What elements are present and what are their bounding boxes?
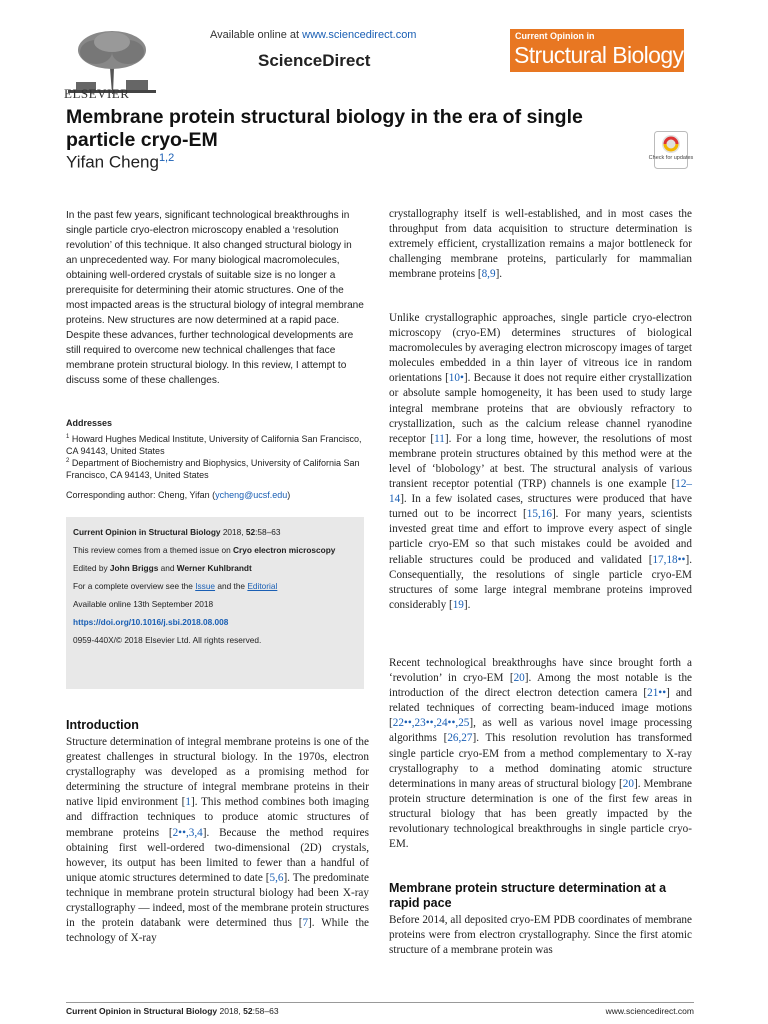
ref-link[interactable]: 12–14 — [389, 478, 692, 506]
sciencedirect-link[interactable]: www.sciencedirect.com — [302, 29, 417, 41]
address-2-num: 2 — [66, 458, 70, 464]
p3-text-c: ] and related techniques of correcting beam-induced image motions [ — [389, 687, 692, 730]
addresses-heading: Addresses — [66, 418, 113, 428]
editorial-link[interactable]: Editorial — [247, 581, 278, 591]
available-online-line — [210, 29, 470, 41]
address-2 — [66, 455, 366, 482]
ref-link[interactable]: 19 — [452, 598, 464, 611]
p3-text-b: ]. Among the most notable is the introduction of the direct electron detection camera [ — [389, 672, 693, 700]
ref-link[interactable]: 1 — [185, 796, 191, 809]
corresponding-end: ) — [287, 490, 291, 500]
info-theme-name: Cryo electron microscopy — [233, 545, 336, 555]
abstract: In the past few years, significant technological breakthroughs in single particle cryo-electron microscopy enabled a ‘resolution revolution’ of this technique. It also changed structural biology in an unprecedented way. For many biological macromolecules, obtaining well-ordered crystals of suitable size is no longer a prerequisite for determining their atomic structures. One of the most impacted areas is the structural biology of integral membrane proteins. New structures are now determined at a rapid pace. Despite these advances, further technological developments are still required to overcome new technical challenges that face membrane protein structural biology. In this review, I attempt to discuss some of these challenges. — [66, 210, 364, 386]
ref-link[interactable]: 11 — [434, 432, 445, 445]
p2-text-e: ]. For many years, scientists invested great time and effort to improve every aspect of single particle cryo-EM so that such mistakes could be avoided and reliable structures could be produced and validated [ — [389, 508, 692, 566]
p2-text-c: ]. For a long time, however, the resolutions of most membrane protein structures obtained by this method were at the level of ‘blobology’ at best. The structural analysis of various transient receptor potential (TRP) channels is one example [ — [389, 432, 692, 491]
p2-text-a: Unlike crystallographic approaches, single particle cryo-electron microscopy (cryo-EM) determines structures of biological macromolecules by averaging electron microscopy images of target molecules embedded in a thin layer of vitreous ice in random orientations [ — [389, 312, 692, 385]
introduction-paragraph — [66, 735, 369, 946]
p2-text-b: ]. Because it does not require either crystallization or absolute sample homogeneity, it has been used to study large integral membrane proteins that are obviously refractory to crystallization, such as the calcium release channel ryanodine receptor [ — [389, 372, 692, 445]
footer-divider — [66, 1002, 694, 1003]
ref-link[interactable]: 22••,23••,24••,25 — [392, 717, 470, 730]
p1-text-a: crystallography itself is well-established, and in most cases the throughput from data acquisition to structure determination is extremely efficient, crystallization remains a major bottleneck for challenging membrane proteins, particularly for mammalian membrane proteins [ — [389, 208, 692, 281]
info-journal: Current Opinion in Structural Biology — [73, 527, 221, 537]
ref-link[interactable]: 26,27 — [447, 732, 473, 745]
sciencedirect-wordmark: ScienceDirect — [258, 51, 371, 70]
corresponding-author — [66, 490, 366, 500]
info-doi — [73, 617, 361, 627]
check-for-updates-icon[interactable] — [654, 131, 688, 169]
info-citation — [73, 527, 361, 537]
journal-banner-small: Current Opinion in — [515, 31, 595, 41]
info-copyright: 0959-440X/© 2018 Elsevier Ltd. All rights reserved. — [73, 635, 262, 645]
section-heading-rapid-pace: Membrane protein structure determination at a rapid pace — [389, 881, 667, 910]
ref-link[interactable]: 20 — [622, 777, 634, 790]
ref-link[interactable]: 8,9 — [481, 268, 496, 281]
info-and: and — [158, 563, 177, 573]
address-1 — [66, 431, 366, 458]
p3-text-e: ]. This resolution revolution has transformed single particle cryo-EM from a method complementary to X-ray crystallography to a method dominating atomic structure determinations in many areas of structural biology [ — [389, 732, 692, 790]
ref-link[interactable]: 17,18•• — [652, 553, 686, 566]
ref-link[interactable]: 10• — [448, 372, 464, 385]
author-email-link[interactable]: ycheng@ucsf.edu — [215, 490, 288, 500]
p2-text-f: ]. Consequentially, the resolutions of single particle cryo-EM structures of some large integral membrane proteins improved considerably [ — [389, 553, 692, 611]
footer-citation — [66, 1006, 279, 1016]
footer-pages: :58–63 — [252, 1006, 279, 1016]
p3-text-d: ], as well as various novel image processing algorithms [ — [389, 717, 692, 745]
ref-link[interactable]: 5,6 — [269, 871, 284, 884]
journal-banner-big: Structural Biology — [514, 42, 684, 68]
journal-banner — [510, 29, 684, 72]
intro-text-1: Structure determination of integral membrane proteins is one of the greatest challenges in structural biology. In the 1970s, electron crystallography was developed as a promising method for determining the structure of integral membrane proteins in their native lipid environment [ — [66, 736, 369, 809]
info-overview — [73, 581, 361, 591]
ref-link[interactable]: 21•• — [647, 687, 667, 700]
author-name: Yifan Cheng — [66, 152, 159, 172]
body-paragraph-3 — [389, 656, 692, 852]
info-overview-prefix: For a complete overview see the — [73, 581, 196, 591]
introduction-heading: Introduction — [66, 718, 139, 732]
p3-text-a: Recent technological breakthroughs have since brought forth a ‘revolution’ in cryo-EM [ — [389, 657, 692, 685]
author-line — [66, 152, 174, 173]
intro-text-4: ]. The predominate technique in membrane protein structural biology had been X-ray crystallography — indeed, most of the membrane protein structures in the protein databank were determined thus [ — [66, 871, 369, 930]
info-volume: 52 — [245, 527, 256, 537]
p1-text-b: ]. — [495, 268, 503, 281]
ref-link[interactable]: 20 — [513, 672, 525, 685]
p2-text-d: ]. In a few isolated cases, structures were produced that have turned out to be incorrect [ — [389, 493, 692, 521]
ref-link[interactable]: 7 — [302, 917, 309, 930]
ref-link[interactable]: 2••,3,4 — [172, 826, 203, 839]
intro-text-5: ]. While the technology of X-ray — [66, 917, 370, 945]
footer-journal: Current Opinion in Structural Biology — [66, 1006, 218, 1016]
intro-text-3: ]. Because the method requires obtaining first well-ordered two-dimensional (2D) crystals, however, its output has been limited to fewer than a handful of unique atomic structures determined to date [ — [66, 826, 369, 884]
address-1-text: Howard Hughes Medical Institute, University of California San Francisco, CA 94143, United States — [66, 434, 362, 457]
ref-link[interactable]: 15,16 — [526, 508, 552, 521]
p3-text-f: ]. Membrane protein structure determination is one of the first few areas in structural biology that has been greatly impacted by the revolutionary technological breakthroughs in single particle cryo-EM. — [389, 777, 693, 851]
info-edited-prefix: Edited by — [73, 563, 110, 573]
intro-text-2: ]. This method combines both imaging and diffraction techniques to produce atomic structures of membrane proteins [ — [66, 796, 369, 839]
article-title: Membrane protein structural biology in the era of single particle cryo-EM — [66, 106, 583, 151]
address-1-num: 1 — [66, 434, 70, 440]
address-2-text: Department of Biochemistry and Biophysics, University of California San Francisco, CA 94143, United States — [66, 458, 360, 481]
article-info-box — [66, 517, 364, 689]
publisher-wordmark: ELSEVIER — [64, 86, 130, 101]
info-overview-and: and the — [215, 581, 248, 591]
info-editor-1: John Briggs — [109, 563, 159, 573]
info-pages: :58–63 — [255, 527, 281, 537]
footer-year: 2018, — [217, 1006, 244, 1016]
footer-url[interactable]: www.sciencedirect.com — [605, 1006, 694, 1016]
info-editor-2: Werner Kuhlbrandt — [176, 563, 252, 573]
author-affiliation[interactable]: 1,2 — [158, 152, 175, 164]
info-year: 2018, — [220, 527, 246, 537]
corresponding-text: Corresponding author: Cheng, Yifan ( — [66, 490, 216, 500]
body-paragraph-4: Before 2014, all deposited cryo-EM PDB coordinates of membrane proteins were from electron crystallography. Since the first atomic structure of a membrane protein was — [389, 914, 692, 957]
info-editors — [73, 563, 361, 573]
info-available: Available online 13th September 2018 — [73, 599, 214, 609]
footer-volume: 52 — [243, 1006, 253, 1016]
doi-link[interactable]: https://doi.org/10.1016/j.sbi.2018.08.008 — [73, 617, 229, 627]
body-paragraph-2 — [389, 311, 692, 613]
info-theme-prefix: This review comes from a themed issue on — [73, 545, 234, 555]
available-text: Available online at — [210, 29, 300, 41]
info-theme — [73, 545, 361, 555]
p2-text-g: ]. — [463, 598, 471, 611]
check-for-updates-label: Check for updates — [648, 155, 694, 161]
issue-link[interactable]: Issue — [195, 581, 216, 591]
body-paragraph-1 — [389, 207, 692, 282]
